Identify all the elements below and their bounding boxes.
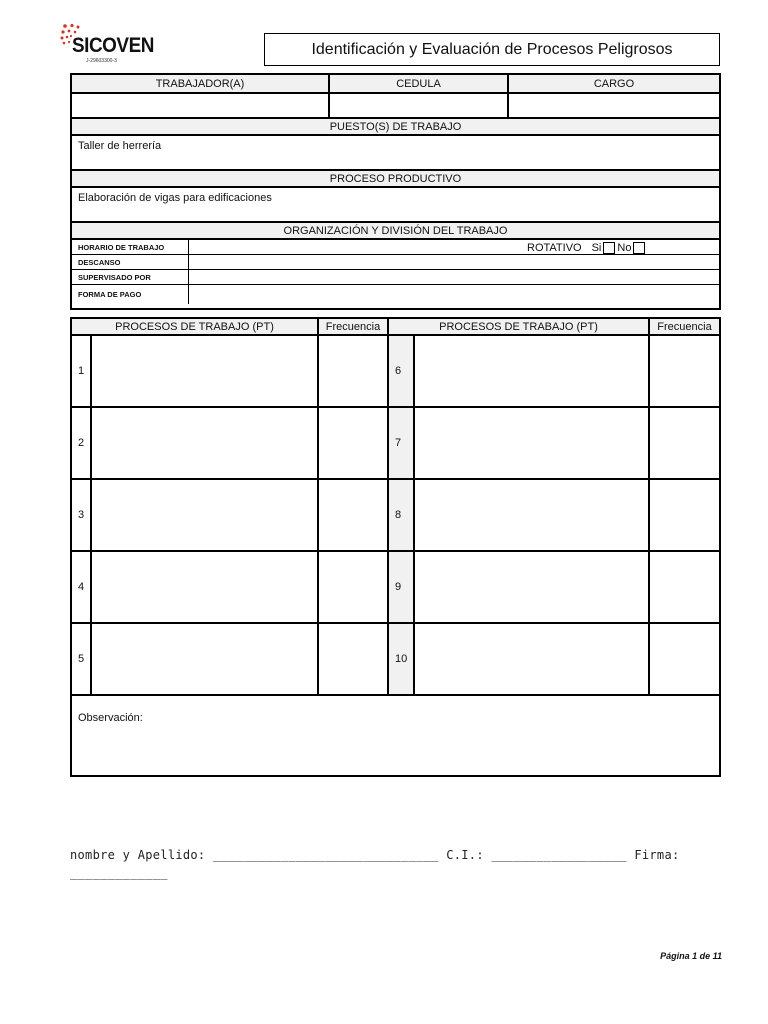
horario-row xyxy=(72,240,719,255)
si-label: Si xyxy=(591,241,602,254)
trabajador-field[interactable] xyxy=(72,94,330,117)
forma-pago-row xyxy=(72,285,719,304)
frequency-field[interactable] xyxy=(650,480,719,550)
horario-label: HORARIO DE TRABAJO xyxy=(72,240,189,254)
process-field[interactable] xyxy=(92,408,319,478)
process-number: 6 xyxy=(389,336,415,406)
rotativo-label: ROTATIVO xyxy=(527,241,582,254)
no-checkbox[interactable] xyxy=(633,242,645,254)
process-number: 8 xyxy=(389,480,415,550)
cargo-header: CARGO xyxy=(509,75,719,92)
frequency-field[interactable] xyxy=(650,408,719,478)
pt-header-right: PROCESOS DE TRABAJO (PT) xyxy=(389,319,650,334)
supervisado-row xyxy=(72,270,719,285)
observacion-label: Observación: xyxy=(78,712,143,724)
worker-values-row xyxy=(72,94,719,119)
process-number: 9 xyxy=(389,552,415,622)
descanso-label: DESCANSO xyxy=(72,255,189,269)
trabajador-header: TRABAJADOR(A) xyxy=(72,75,330,92)
logo-text: SICOVEN xyxy=(72,34,154,57)
descanso-row xyxy=(72,255,719,270)
cedula-field[interactable] xyxy=(330,94,509,117)
cargo-field[interactable] xyxy=(509,94,719,117)
proceso-field[interactable]: Elaboración de vigas para edificaciones xyxy=(78,192,272,204)
si-checkbox[interactable] xyxy=(603,242,615,254)
frequency-field[interactable] xyxy=(650,552,719,622)
worker-header-row xyxy=(72,75,719,94)
frequency-field[interactable] xyxy=(319,552,389,622)
company-logo xyxy=(60,24,160,64)
procesos-header-row xyxy=(72,319,719,336)
process-number: 5 xyxy=(72,624,92,694)
process-number: 1 xyxy=(72,336,92,406)
process-row xyxy=(72,552,719,624)
process-row xyxy=(72,408,719,480)
frequency-field[interactable] xyxy=(650,336,719,406)
horario-field[interactable] xyxy=(189,240,719,254)
pt-header-left: PROCESOS DE TRABAJO (PT) xyxy=(72,319,319,334)
procesos-table xyxy=(70,317,721,777)
rotativo-group xyxy=(527,240,645,255)
puesto-field[interactable]: Taller de herrería xyxy=(78,140,162,152)
frequency-field[interactable] xyxy=(650,624,719,694)
organizacion-header-row xyxy=(72,223,719,240)
process-number: 7 xyxy=(389,408,415,478)
process-field[interactable] xyxy=(92,336,319,406)
process-number: 2 xyxy=(72,408,92,478)
cedula-header: CEDULA xyxy=(330,75,509,92)
process-field[interactable] xyxy=(92,480,319,550)
puesto-value-row xyxy=(72,136,719,171)
observacion-field[interactable] xyxy=(72,696,719,775)
process-field[interactable] xyxy=(415,552,650,622)
process-field[interactable] xyxy=(92,624,319,694)
process-field[interactable] xyxy=(415,624,650,694)
process-field[interactable] xyxy=(92,552,319,622)
proceso-header: PROCESO PRODUCTIVO xyxy=(72,171,719,186)
freq-header-right: Frecuencia xyxy=(650,319,719,334)
process-row xyxy=(72,480,719,552)
page-number: Página 1 de 11 xyxy=(660,951,722,961)
supervisado-field[interactable] xyxy=(189,270,719,284)
process-row xyxy=(72,336,719,408)
no-label: No xyxy=(617,241,632,254)
puesto-header-row xyxy=(72,119,719,136)
worker-form xyxy=(70,73,721,310)
freq-header-left: Frecuencia xyxy=(319,319,389,334)
logo-rif: J-29603300-3 xyxy=(86,58,117,64)
proceso-header-row xyxy=(72,171,719,188)
process-row xyxy=(72,624,719,696)
process-field[interactable] xyxy=(415,408,650,478)
frequency-field[interactable] xyxy=(319,624,389,694)
frequency-field[interactable] xyxy=(319,336,389,406)
puesto-header: PUESTO(S) DE TRABAJO xyxy=(72,119,719,134)
frequency-field[interactable] xyxy=(319,480,389,550)
forma-pago-field[interactable] xyxy=(189,285,719,304)
process-field[interactable] xyxy=(415,480,650,550)
process-number: 10 xyxy=(389,624,415,694)
document-title: Identificación y Evaluación de Procesos Peligrosos xyxy=(264,33,720,66)
process-number: 3 xyxy=(72,480,92,550)
process-field[interactable] xyxy=(415,336,650,406)
supervisado-label: SUPERVISADO POR xyxy=(72,270,189,284)
organizacion-rows xyxy=(72,240,719,308)
process-number: 4 xyxy=(72,552,92,622)
organizacion-header: ORGANIZACIÓN Y DIVISIÓN DEL TRABAJO xyxy=(72,223,719,238)
descanso-field[interactable] xyxy=(189,255,719,269)
frequency-field[interactable] xyxy=(319,408,389,478)
proceso-value-row xyxy=(72,188,719,223)
forma-pago-label: FORMA DE PAGO xyxy=(72,285,189,304)
signature-line: nombre y Apellido: ______________________________ C.I.: __________________ Firma: _____________ xyxy=(70,848,680,880)
